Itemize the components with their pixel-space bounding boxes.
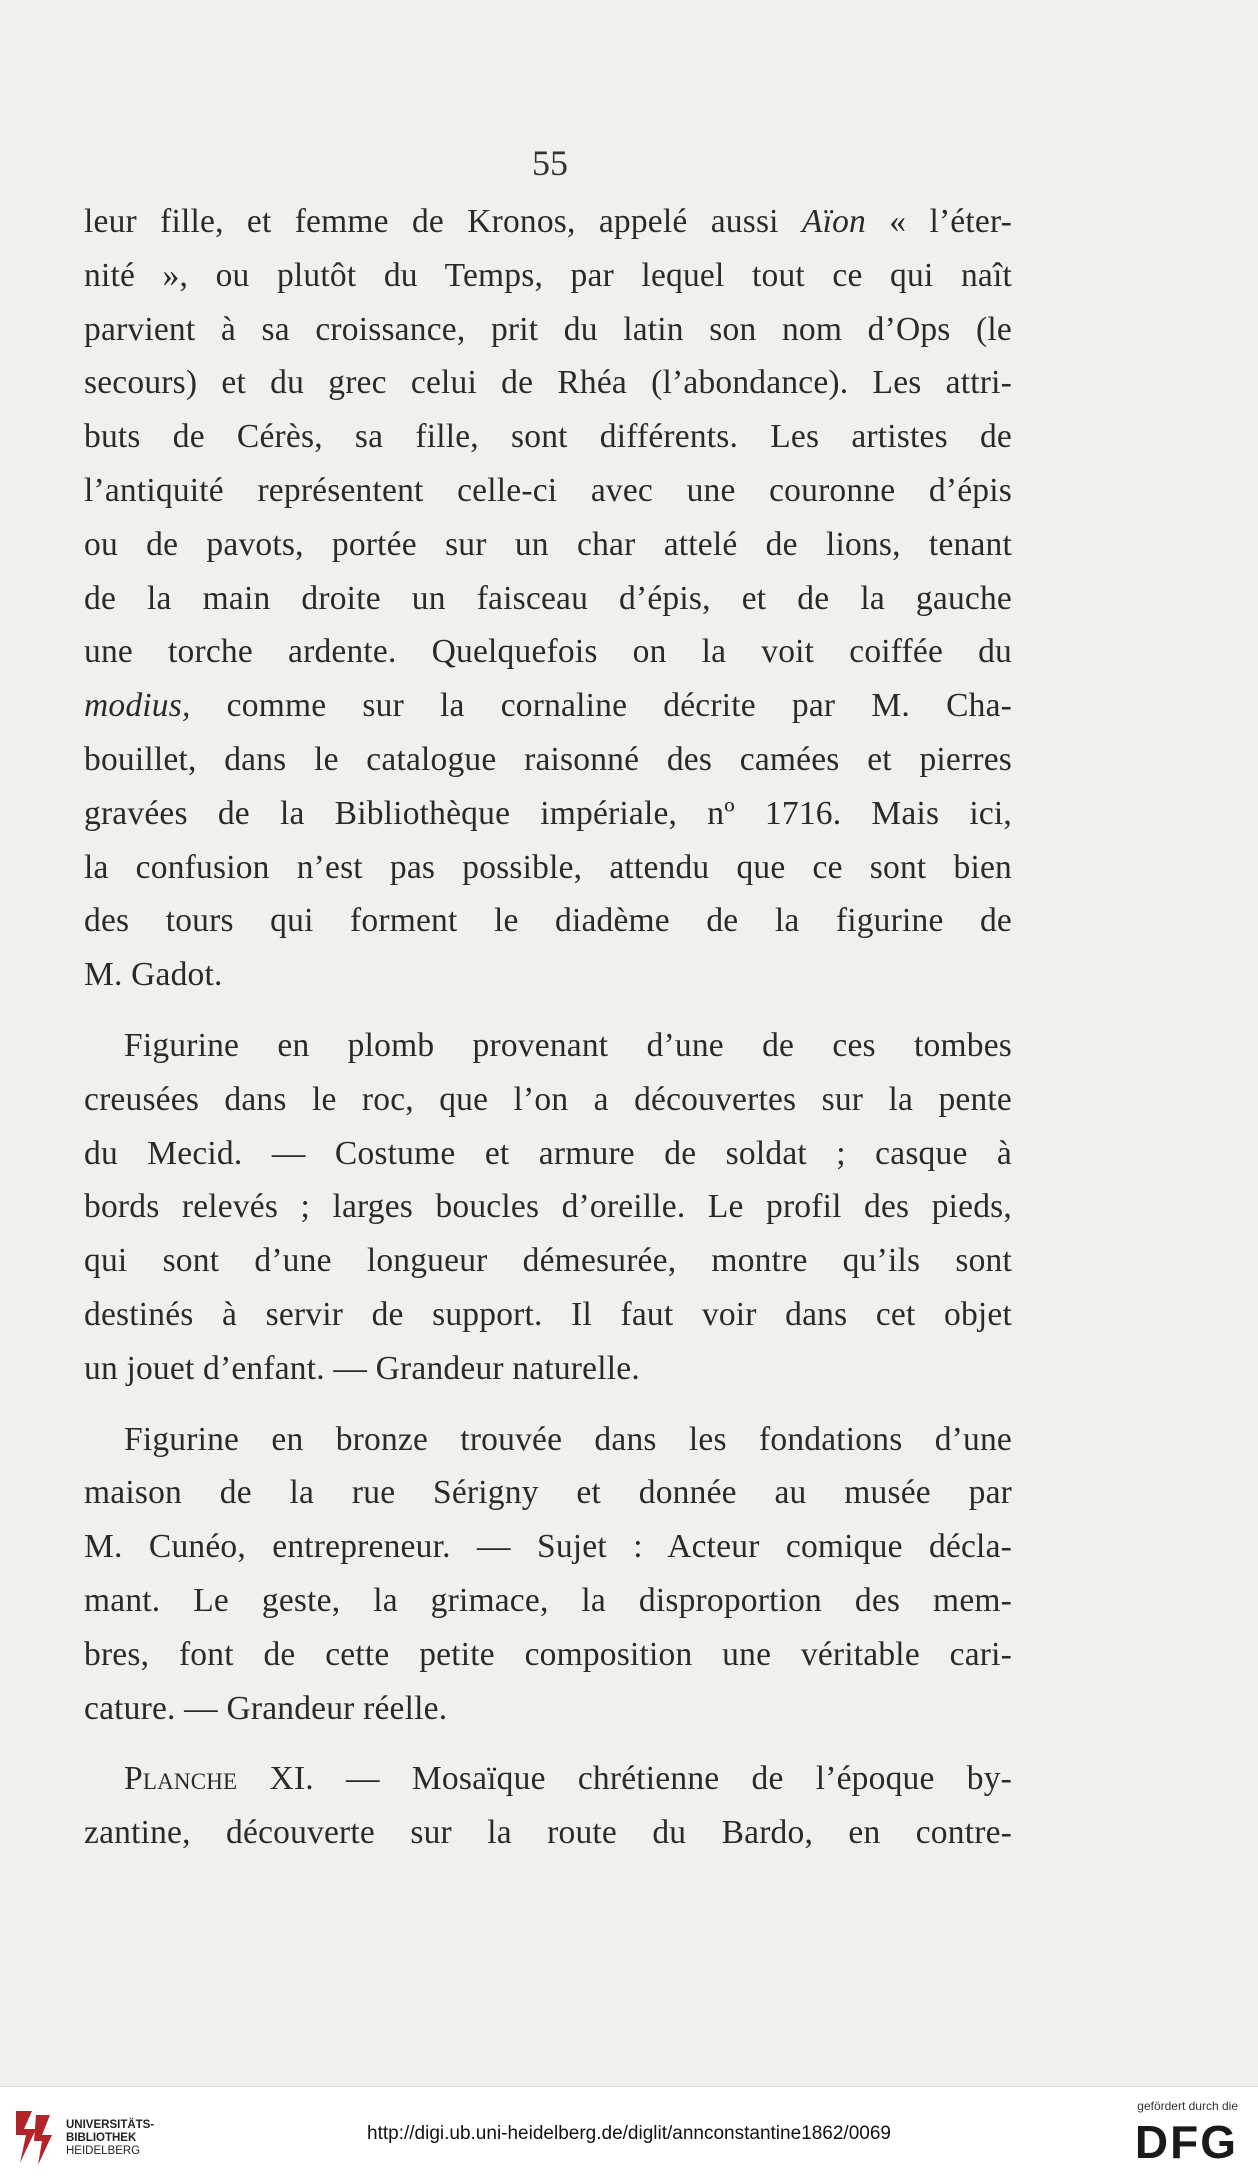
text-line: des tours qui forment le diadème de la figurine de <box>84 902 1012 940</box>
text-line: creusées dans le roc, que l’on a découvertes sur la pente <box>84 1080 1012 1118</box>
text-line: Figurine en plomb provenant d’une de ces tombes <box>124 1026 1012 1064</box>
text-line: une torche ardente. Quelquefois on la voit coiffée du <box>84 633 1012 671</box>
text-line: la confusion n’est pas possible, attendu que ce sont bien <box>84 848 1012 886</box>
text-line <box>84 1752 1012 1806</box>
text-line: maison de la rue Sérigny et donnée au musée par <box>84 1474 1012 1512</box>
viewer-footer <box>0 2086 1258 2182</box>
text-line: gravées de la Bibliothèque impériale, nº 1716. Mais ici, <box>84 794 1012 832</box>
text-line: parvient à sa croissance, prit du latin son nom d’Ops (le <box>84 310 1012 348</box>
paragraph-1 <box>84 195 1012 1002</box>
paragraph-2 <box>84 1019 1012 1396</box>
permalink-url[interactable]: http://digi.ub.uni-heidelberg.de/diglit/annconstantine1862/0069 <box>367 2123 891 2144</box>
page-number: 55 <box>532 143 568 183</box>
text-span: leur fille, et femme de Kronos, appelé aussi <box>84 203 802 240</box>
text-line <box>84 679 1012 733</box>
paragraph-4 <box>84 1752 1012 1860</box>
italic-word: modius, <box>84 687 191 725</box>
text-line: M. Gadot. <box>84 956 223 994</box>
library-name-line: BIBLIOTHEK <box>66 2132 137 2144</box>
text-line: l’antiquité représentent celle-ci avec une couronne d’épis <box>84 471 1012 509</box>
text-line: nité », ou plutôt du Temps, par lequel tout ce qui naît <box>84 256 1012 294</box>
library-name-line: UNIVERSITÄTS- <box>66 2119 155 2131</box>
text-line <box>84 195 1012 249</box>
text-span: « l’éter- <box>866 203 1012 240</box>
text-line: bres, font de cette petite composition une véritable cari- <box>84 1635 1012 1673</box>
text-line: zantine, découverte sur la route du Bardo, en contre- <box>84 1814 1012 1852</box>
funder-logo[interactable] <box>1108 2099 1238 2175</box>
text-line: buts de Cérès, sa fille, sont différents. Les artistes de <box>84 418 1012 456</box>
paragraph-3 <box>84 1413 1012 1736</box>
text-line: de la main droite un faisceau d’épis, et de la gauche <box>84 579 1012 617</box>
dfg-logo-icon: DFG <box>1134 2116 1238 2168</box>
text-span: XI. — Mosaïque chrétienne de l’époque by- <box>237 1760 1012 1798</box>
text-span: comme sur la cornaline décrite par M. Cha- <box>190 687 1012 725</box>
funding-caption: gefördert durch die <box>1137 2099 1238 2113</box>
small-caps-word: Planche <box>124 1760 238 1798</box>
text-line: secours) et du grec celui de Rhéa (l’abondance). Les attri- <box>84 364 1012 402</box>
text-line: cature. — Grandeur réelle. <box>84 1689 448 1727</box>
text-line: bouillet, dans le catalogue raisonné des camées et pierres <box>84 740 1012 778</box>
text-line: destinés à servir de support. Il faut voir dans cet objet <box>84 1295 1012 1333</box>
text-line: ou de pavots, portée sur un char attelé de lions, tenant <box>84 525 1012 563</box>
text-line: M. Cunéo, entrepreneur. — Sujet : Acteur comique décla- <box>84 1528 1012 1566</box>
text-line: un jouet d’enfant. — Grandeur naturelle. <box>84 1349 640 1387</box>
text-line: qui sont d’une longueur démesurée, montre qu’ils sont <box>84 1242 1012 1280</box>
text-line: Figurine en bronze trouvée dans les fondations d’une <box>124 1420 1012 1458</box>
text-line: bords relevés ; larges boucles d’oreille. Le profil des pieds, <box>84 1188 1012 1226</box>
italic-word: Aïon <box>801 203 867 240</box>
text-line: mant. Le geste, la grimace, la disproportion des mem- <box>84 1581 1012 1619</box>
body-text <box>84 195 1012 1860</box>
text-line: du Mecid. — Costume et armure de soldat ; casque à <box>84 1134 1012 1172</box>
library-name-line: HEIDELBERG <box>66 2145 141 2157</box>
